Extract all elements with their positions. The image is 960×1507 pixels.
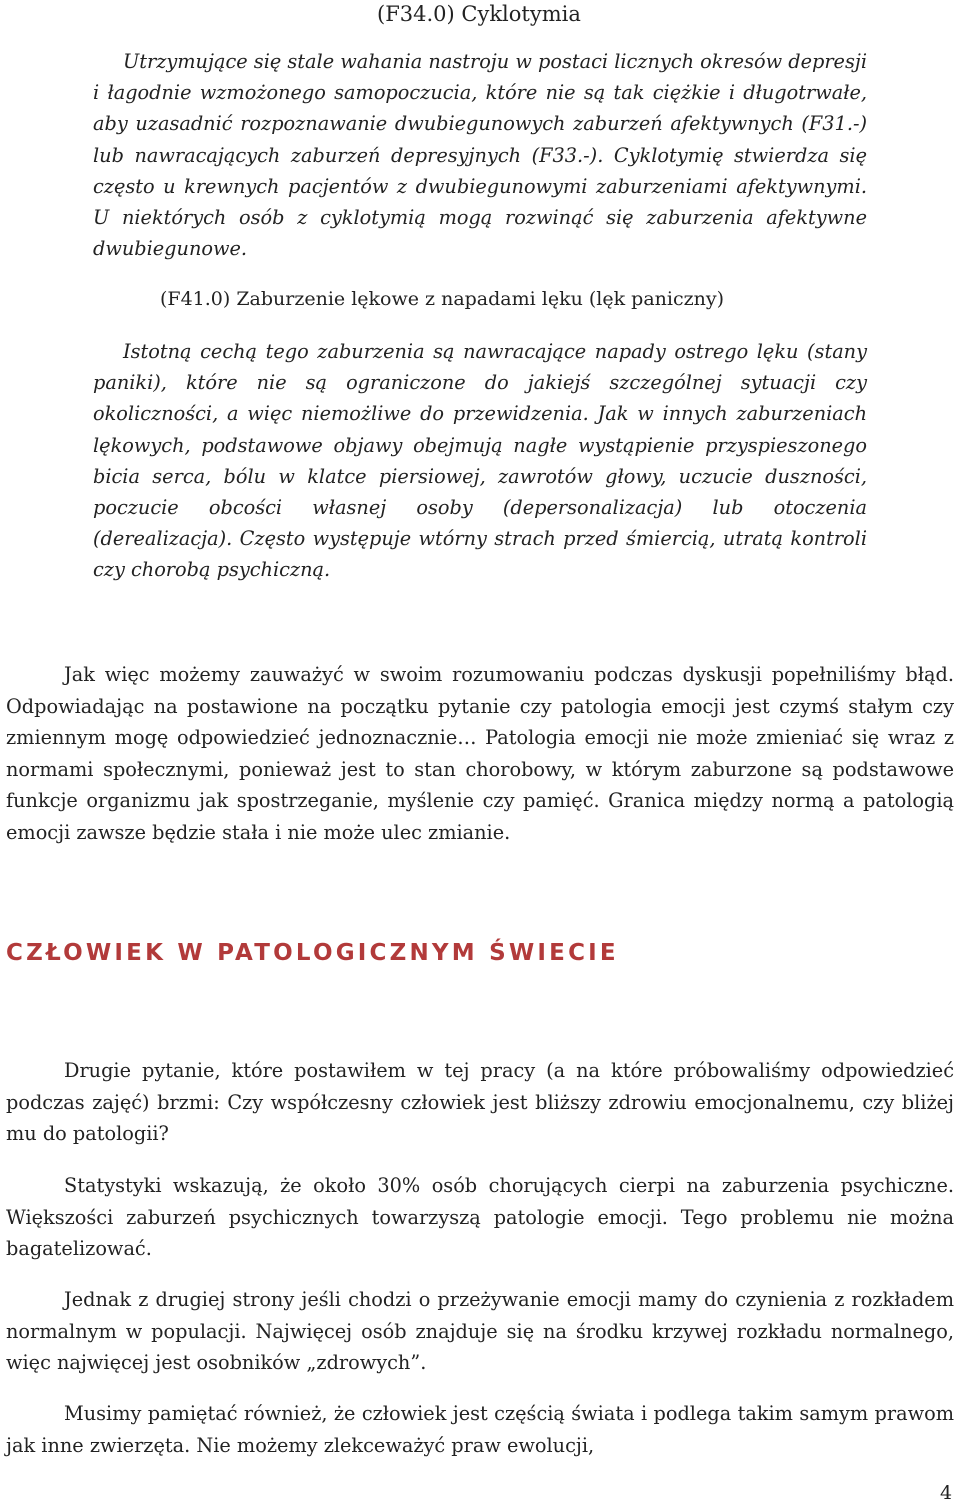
paragraph-normal-distribution: Jednak z drugiej strony jeśli chodzi o przeżywanie emocji mamy do czynienia z rozkładem normalnym w populacji. Najwięcej osób znajduje się na środku krzywej rozkładu normalnego, więc najwięcej jest osobników „zdrowych”. xyxy=(6,1288,954,1374)
panic-disorder-description-text: Istotną cechą tego zaburzenia są nawracające napady ostrego lęku (stany paniki), które nie są ograniczone do jakiejś szczególnej sytuacji czy okoliczności, a więc niemożliwe do przewidzenia. Jak w innych zaburzeniach lękowych, podstawowe objawy obejmują nagłe wystąpienie przyspieszonego bicia serca, bólu w klatce piersiowej, zawrotów głowy, uczucie duszności, poczucie obcości własnej osoby (depersonalizacja) lub otoczenia (derealizacja). Często występuje wtórny strach przed śmiercią, utratą kontroli czy chorobą psychiczną. xyxy=(93,340,867,582)
paragraph-evolution: Musimy pamiętać również, że człowiek jest częścią świata i podlega takim samym prawom jak inne zwierzęta. Nie możemy zlekceważyć praw ewolucji, xyxy=(6,1402,954,1457)
paragraph-question: Drugie pytanie, które postawiłem w tej pracy (a na które próbowaliśmy odpowiedzieć podczas zajęć) brzmi: Czy współczesny człowiek jest bliższy zdrowiu emocjonalnemu, czy bliżej mu do patologii? xyxy=(6,1059,954,1145)
conclusion-paragraph: Jak więc możemy zauważyć w swoim rozumowaniu podczas dyskusji popełniliśmy błąd. Odpowiadając na postawione na początku pytanie czy patologia emocji jest czymś stałym czy zmiennym mogę odpowiedzieć jednoznacznie… Patologia emocji nie może zmieniać się wraz z normami społecznymi, ponieważ jest to stan chorobowy, w którym zaburzone są podstawowe funkcje organizmu jak spostrzeganie, myślenie czy pamięć. Granica między normą a patologią emocji zawsze będzie stała i nie może ulec zmianie. xyxy=(6,663,954,844)
panic-disorder-heading: (F41.0) Zaburzenie lękowe z napadami lęku (lęk paniczny) xyxy=(160,288,724,310)
section-title: CZŁOWIEK W PATOLOGICZNYM ŚWIECIE xyxy=(6,940,619,966)
cyklotymia-heading: (F34.0) Cyklotymia xyxy=(377,2,581,26)
cyklotymia-description xyxy=(93,46,867,264)
page-number: 4 xyxy=(940,1482,953,1504)
cyklotymia-description-text: Utrzymujące się stale wahania nastroju w postaci licznych okresów depresji i łagodnie wzmożonego samopoczucia, które nie są tak ciężkie i długotrwałe, aby uzasadnić rozpoznawanie dwubiegunowych zaburzeń afektywnych (F31.-) lub nawracających zaburzeń depresyjnych (F33.-). Cyklotymię stwierdza się często u krewnych pacjentów z dwubiegunowymi zaburzeniami afektywnymi. U niektórych osób z cyklotymią mogą rozwinąć się zaburzenia afektywne dwubiegunowe. xyxy=(93,50,867,261)
paragraph-statistics: Statystyki wskazują, że około 30% osób chorujących cierpi na zaburzenia psychiczne. Większości zaburzeń psychicznych towarzyszą patologie emocji. Tego problemu nie można bagatelizować. xyxy=(6,1174,954,1260)
panic-disorder-description xyxy=(93,336,867,586)
